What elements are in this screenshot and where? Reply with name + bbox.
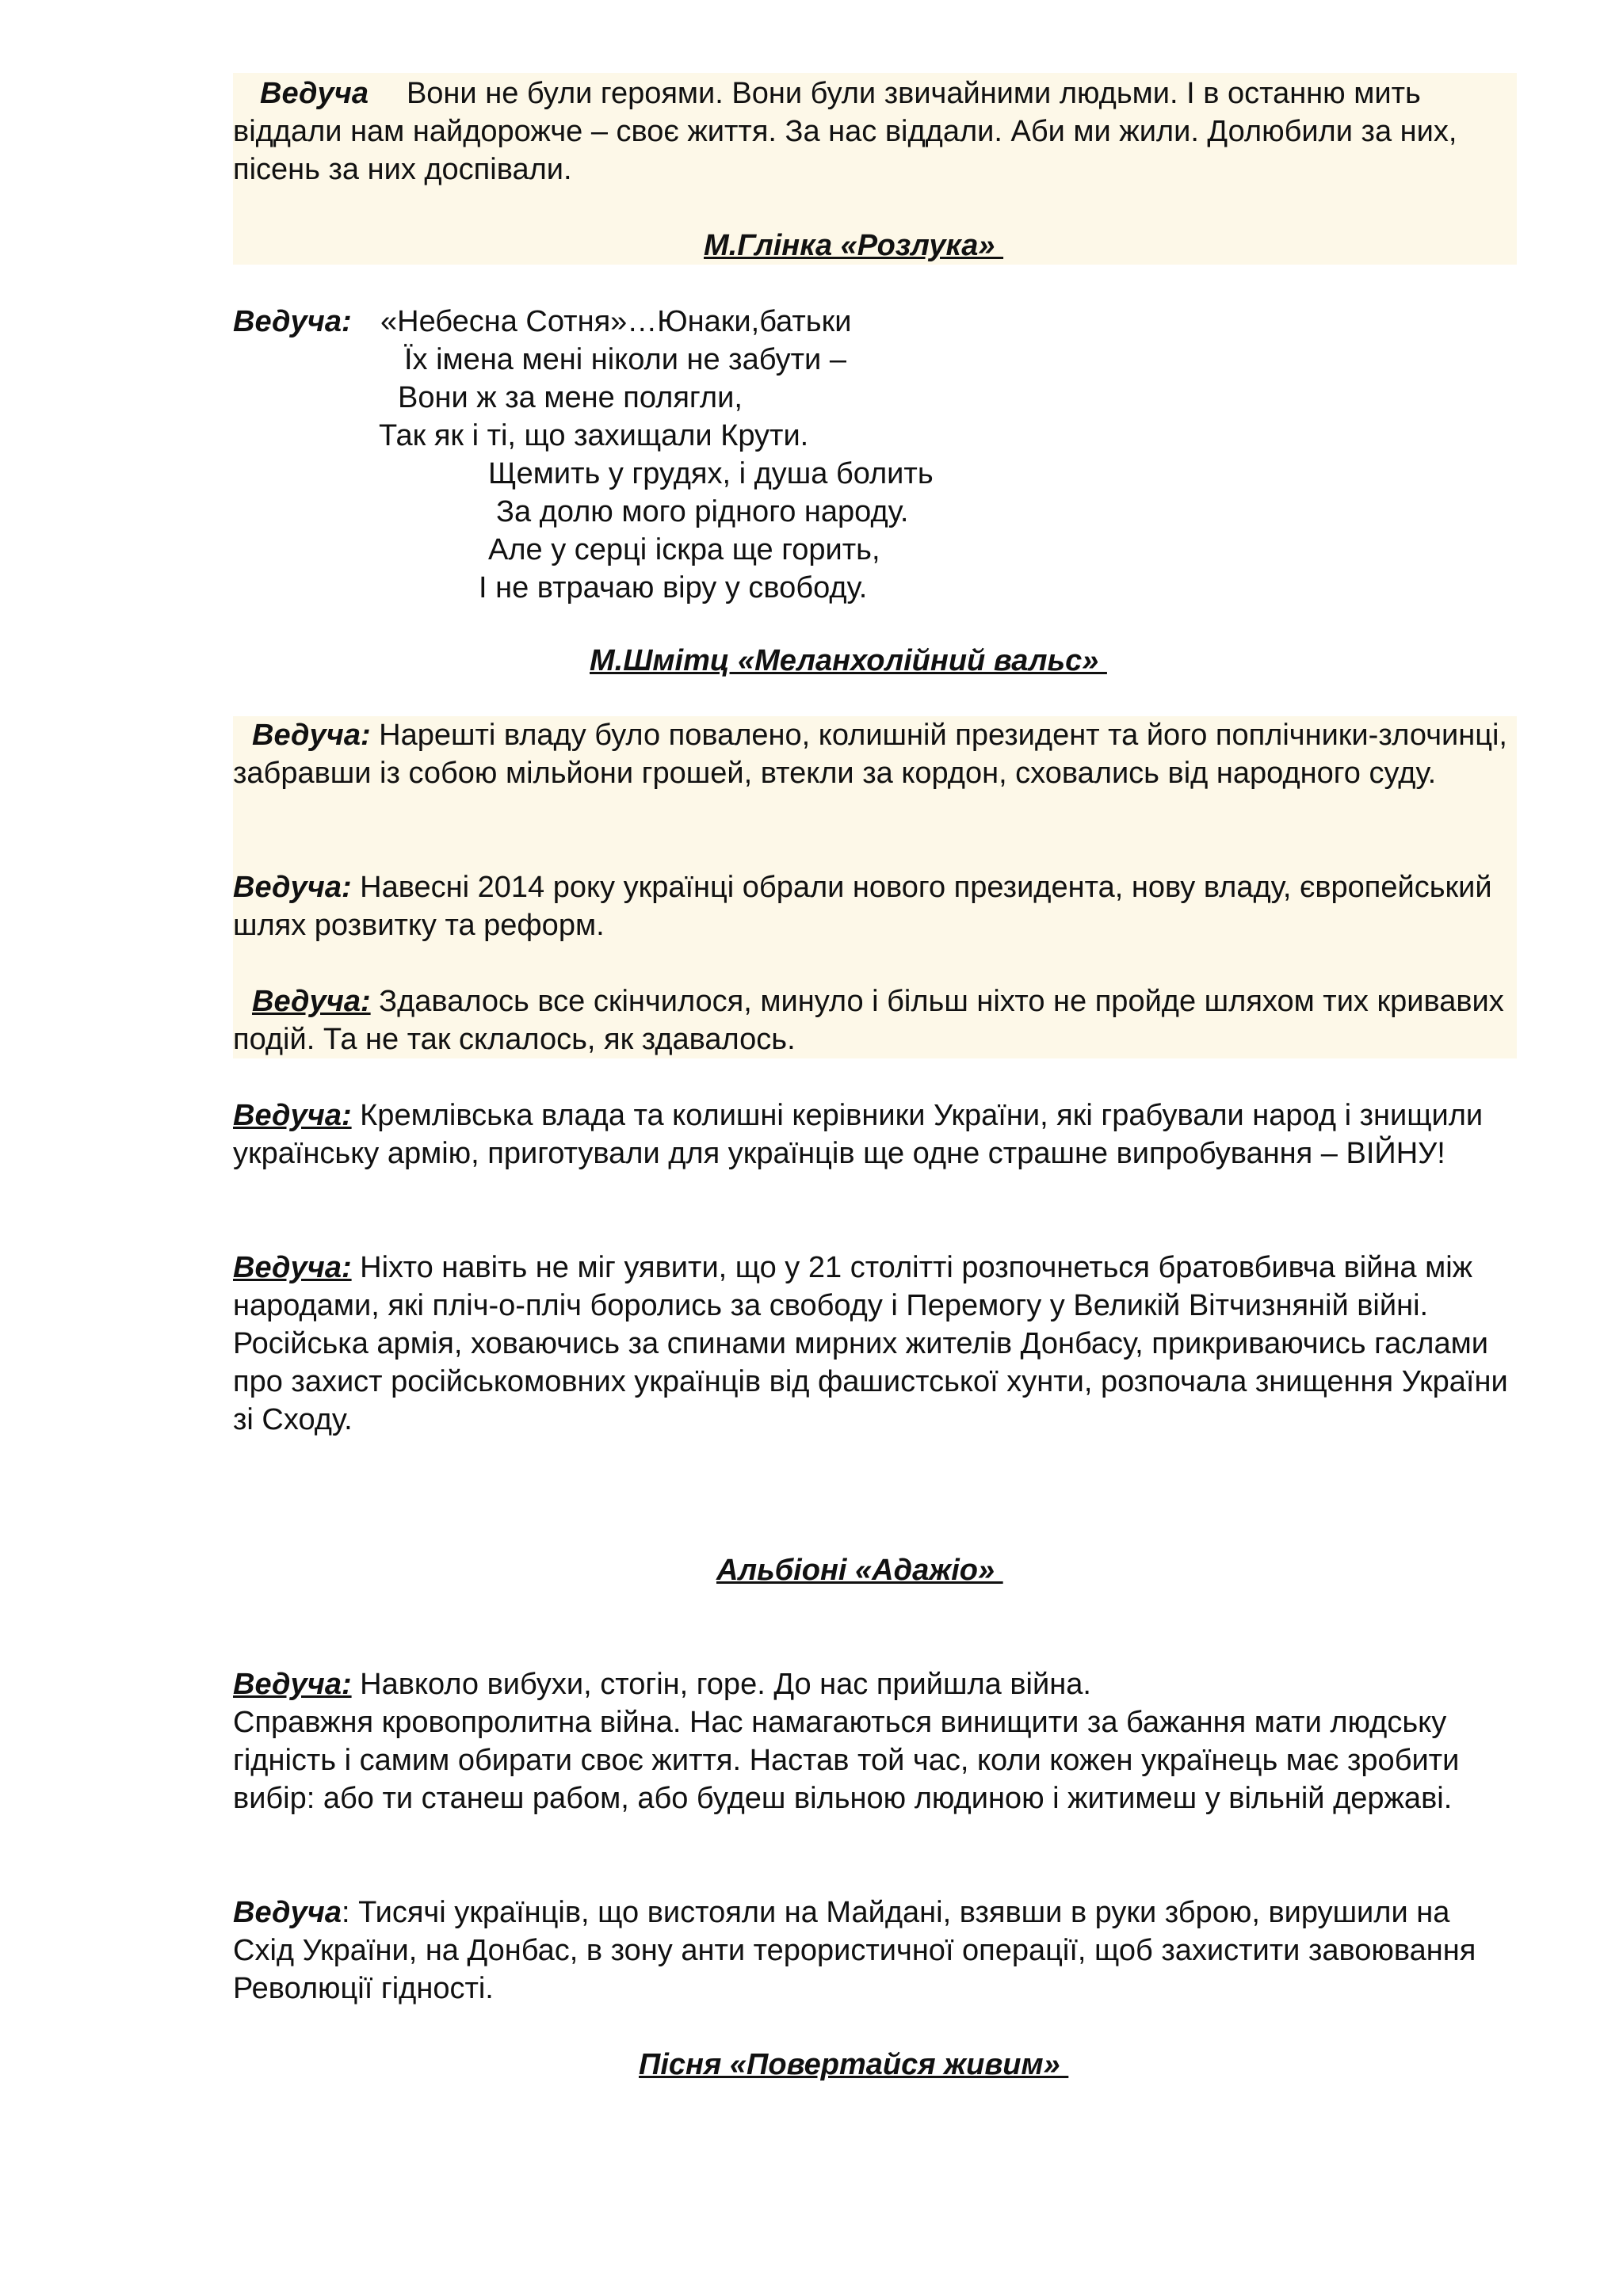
poem-line: «Небесна Сотня»…Юнаки,батьки xyxy=(380,305,852,338)
poem-block xyxy=(233,303,1517,604)
paragraph-text: Нарешті владу було повалено, колишній президент та його поплічники-злочинці, забравши із собою мільйони грошей, втекли за кордон, сховались від народного суду. xyxy=(233,719,1507,790)
intro-paragraph xyxy=(233,74,1517,189)
speaker-label: Ведуча xyxy=(260,77,369,110)
paragraph-war-begins xyxy=(233,1249,1517,1439)
music-title-albinoni: Альбіоні «Адажіо» xyxy=(716,1554,1003,1587)
speaker-label: Ведуча: xyxy=(233,1251,352,1284)
music-title-schmitz: М.Шмітц «Меланхолійний вальс» xyxy=(590,644,1107,677)
paragraph-text-continued: Справжня кровопролитна війна. Нас намагаються винищити за бажання мати людську гідність і самим обирати своє життя. Настав той час, коли кожен українець має зробити вибір: або ти станеш рабом, або будеш вільною людиною і житимеш у вільній державі. xyxy=(233,1706,1460,1815)
paragraph-text: Кремлівська влада та колишні керівники України, які грабували народ і знищили українську армію, приготували для українців ще одне страшне випробування – ВІЙНУ! xyxy=(233,1099,1484,1170)
paragraph-thousands: Ведуча: Тисячі українців, що вистояли на Майдані, взявши в руки зброю, вирушили на Схід України, на Донбас, в зону анти терористичної операції, щоб захистити завоювання Революції гідності. xyxy=(233,1896,1476,2005)
poem-line: Щемить у грудях, і душа болить xyxy=(488,457,934,490)
paragraph-elections-2014 xyxy=(233,868,1517,944)
music-title-glinka: М.Глінка «Розлука» xyxy=(704,229,1004,262)
speaker-label: Ведуча: xyxy=(233,871,352,904)
paragraph-text: Здавалось все скінчилося, минуло і більш ніхто не пройде шляхом тих кривавих подій. Та не так склалось, як здавалось. xyxy=(233,985,1504,1056)
paragraph-text: Навколо вибухи, стогін, горе. До нас прийшла війна. xyxy=(360,1668,1091,1701)
paragraph-text: Ніхто навіть не міг уявити, що у 21 столітті розпочнеться братовбивча війна між народами, які пліч-о-пліч боролись за свободу і Перемогу у Великій Вітчизняній війні. Російська армія, ховаючись за спинами мирних жителів Донбасу, прикриваючись гаслами про захист російськомовних українців від фашистської хунти, розпочала знищення України зі Сходу. xyxy=(233,1251,1508,1436)
paragraph-power-overthrown xyxy=(233,716,1517,792)
poem-line: Так як і ті, що захищали Крути. xyxy=(379,419,809,452)
paragraph-everything-ended xyxy=(233,982,1517,1058)
poem-line: Але у серці іскра ще горить, xyxy=(488,533,880,566)
speaker-label: Ведуча: xyxy=(252,985,371,1018)
paragraph-text: Тисячі українців, що вистояли на Майдані, взявши в руки зброю, вирушили на Схід України, на Донбас, в зону анти терористичної операції, щоб захистити завоювання Революції гідності. xyxy=(233,1896,1476,2005)
poem-line: Вони ж за мене полягли, xyxy=(398,381,743,414)
speaker-label: Ведуча xyxy=(233,1896,342,1929)
paragraph-explosions xyxy=(233,1665,1517,1817)
speaker-label: Ведуча: xyxy=(233,1099,352,1132)
speaker-label: Ведуча: xyxy=(252,719,371,752)
paragraph-kremlin xyxy=(233,1097,1517,1173)
paragraph-text: Навесні 2014 року українці обрали нового президента, нову владу, європейський шлях розвитку та реформ. xyxy=(233,871,1492,942)
speaker-label: Ведуча: xyxy=(233,1668,352,1701)
poem-line: І не втрачаю віру у свободу. xyxy=(479,571,868,605)
song-title: Пісня «Повертайся живим» xyxy=(639,2048,1069,2081)
speaker-label: Ведуча: xyxy=(233,305,352,338)
poem-line: Їх імена мені ніколи не забути – xyxy=(404,343,846,376)
intro-text: Вони не були героями. Вони були звичайними людьми. І в останню мить віддали нам найдорожче – своє життя. За нас віддали. Аби ми жили. Долюбили за них, пісень за них доспівали. xyxy=(233,77,1457,186)
poem-line: За долю мого рідного народу. xyxy=(496,495,909,528)
